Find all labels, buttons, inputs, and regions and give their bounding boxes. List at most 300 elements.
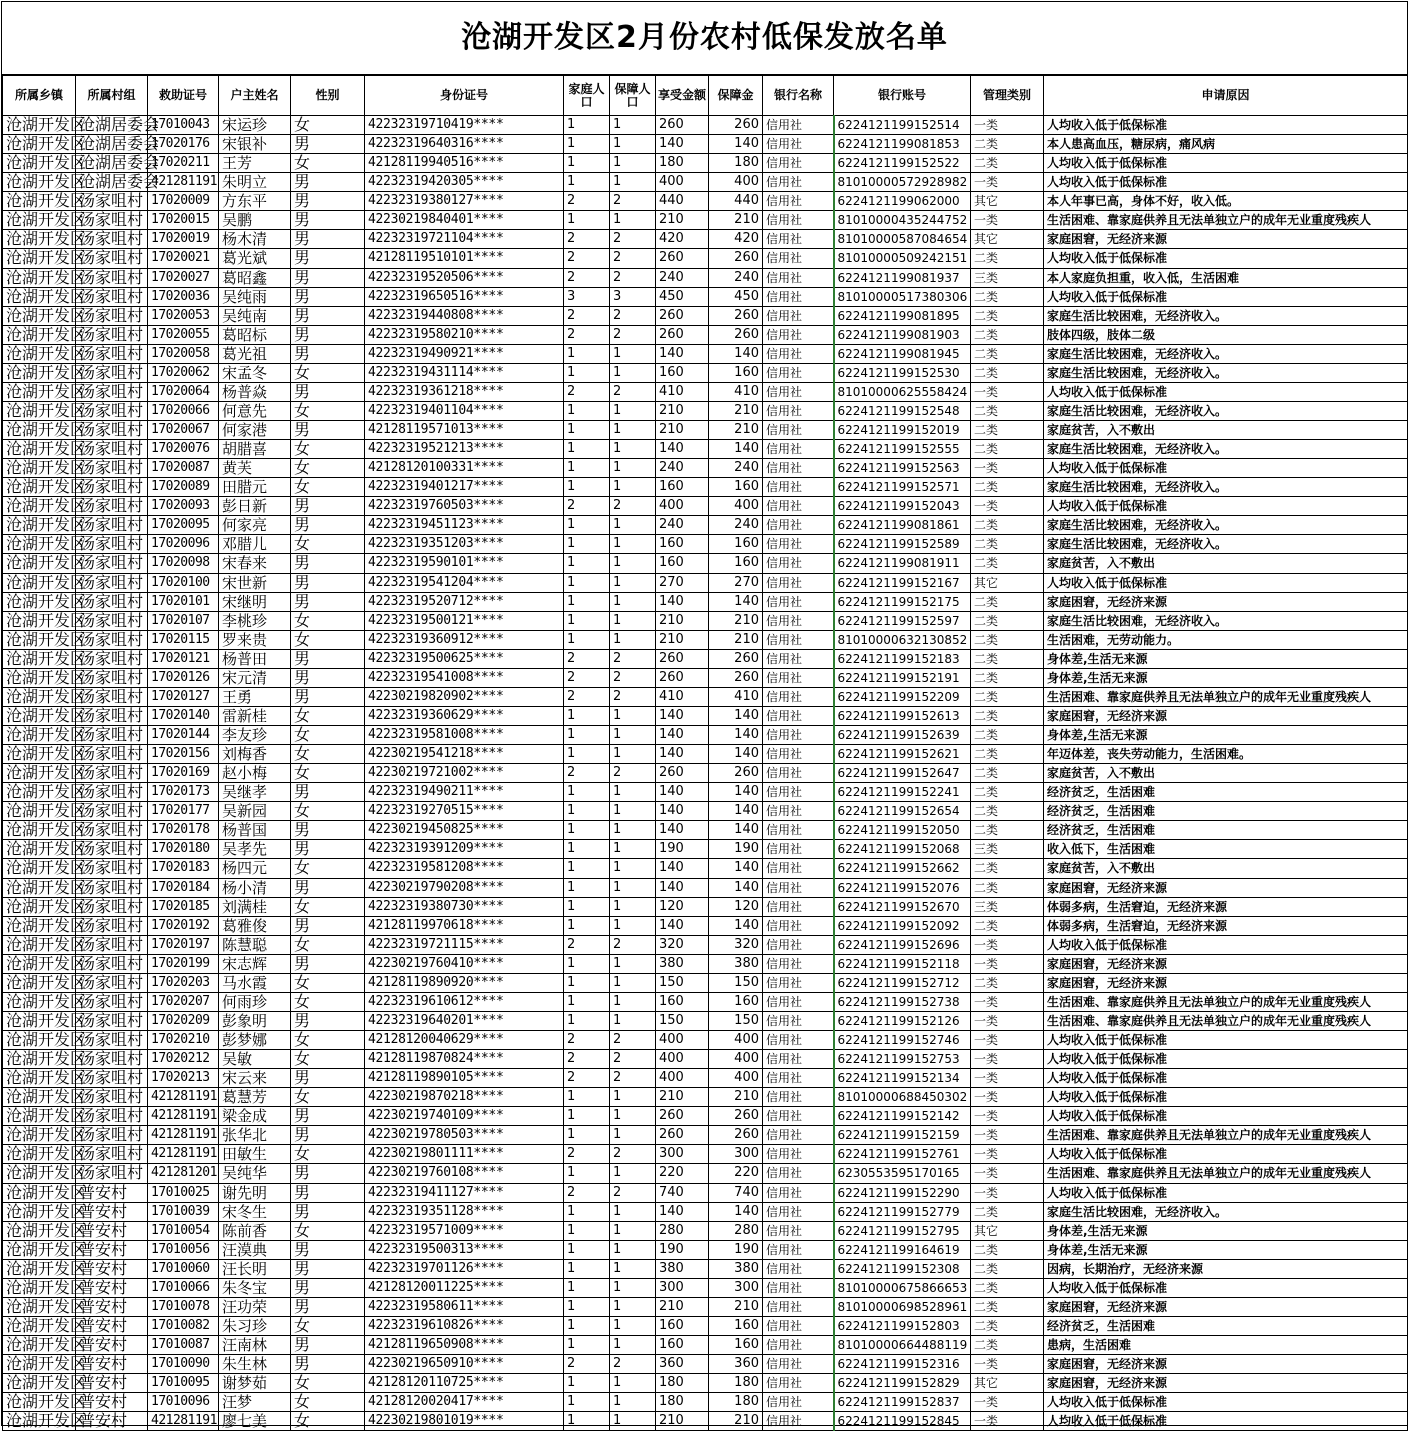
guarantee-cell[interactable]: 360 <box>709 1355 763 1374</box>
account-cell[interactable]: 6224121199152746 <box>834 1031 971 1050</box>
cert-no-cell[interactable]: 17020176 <box>148 135 219 154</box>
category-cell[interactable]: 二类 <box>971 1336 1044 1355</box>
bank-cell[interactable]: 信用社 <box>763 1050 834 1069</box>
reason-cell[interactable]: 身体差,生活无来源 <box>1044 668 1408 687</box>
gender-cell[interactable]: 女 <box>291 459 365 478</box>
supported-size-cell[interactable]: 1 <box>610 554 656 573</box>
cert-no-cell[interactable]: 421281201 <box>148 1164 219 1183</box>
amount-cell[interactable]: 380 <box>656 954 709 973</box>
account-cell[interactable]: 81010000587084654 <box>834 230 971 249</box>
householder-cell[interactable]: 吴孝先 <box>219 840 291 859</box>
town-cell[interactable]: 沧湖开发区 <box>3 1069 76 1088</box>
category-cell[interactable]: 一类 <box>971 1088 1044 1107</box>
account-cell[interactable]: 81010000517380306 <box>834 287 971 306</box>
guarantee-cell[interactable]: 140 <box>709 135 763 154</box>
reason-cell[interactable]: 生活困难、靠家庭供养且无法单独立户的成年无业重度残疾人 <box>1044 1011 1408 1030</box>
category-cell[interactable]: 三类 <box>971 840 1044 859</box>
supported-size-cell[interactable]: 1 <box>610 211 656 230</box>
reason-cell[interactable]: 人均收入低于低保标准 <box>1044 1278 1408 1297</box>
reason-cell[interactable]: 家庭贫苦，入不敷出 <box>1044 421 1408 440</box>
gender-cell[interactable]: 男 <box>291 211 365 230</box>
amount-cell[interactable]: 240 <box>656 459 709 478</box>
amount-cell[interactable]: 160 <box>656 478 709 497</box>
id-number-cell[interactable]: 42232319541204**** <box>365 573 564 592</box>
id-number-cell[interactable]: 42232319760503**** <box>365 497 564 516</box>
bank-cell[interactable]: 信用社 <box>763 592 834 611</box>
category-cell[interactable]: 二类 <box>971 249 1044 268</box>
id-number-cell[interactable]: 42232319721115**** <box>365 935 564 954</box>
supported-size-cell[interactable]: 1 <box>610 1011 656 1030</box>
supported-size-cell[interactable]: 1 <box>610 916 656 935</box>
id-number-cell[interactable]: 42128119870824**** <box>365 1050 564 1069</box>
supported-size-cell[interactable]: 1 <box>610 154 656 173</box>
village-cell[interactable]: 汤家咀村 <box>76 745 148 764</box>
household-size-cell[interactable]: 1 <box>564 1278 610 1297</box>
gender-cell[interactable]: 男 <box>291 306 365 325</box>
gender-cell[interactable]: 女 <box>291 440 365 459</box>
householder-cell[interactable]: 汪漠典 <box>219 1240 291 1259</box>
supported-size-cell[interactable]: 1 <box>610 1088 656 1107</box>
gender-cell[interactable]: 女 <box>291 1374 365 1393</box>
village-cell[interactable]: 汤家咀村 <box>76 687 148 706</box>
town-cell[interactable]: 沧湖开发区 <box>3 821 76 840</box>
supported-size-cell[interactable]: 2 <box>610 1145 656 1164</box>
gender-cell[interactable]: 男 <box>291 497 365 516</box>
gender-cell[interactable]: 女 <box>291 1393 365 1412</box>
supported-size-cell[interactable]: 1 <box>610 535 656 554</box>
bank-cell[interactable]: 信用社 <box>763 535 834 554</box>
village-cell[interactable]: 汤家咀村 <box>76 878 148 897</box>
supported-size-cell[interactable]: 2 <box>610 306 656 325</box>
amount-cell[interactable]: 160 <box>656 535 709 554</box>
amount-cell[interactable]: 410 <box>656 687 709 706</box>
reason-cell[interactable]: 生活困难、靠家庭供养且无法单独立户的成年无业重度残疾人 <box>1044 1164 1408 1183</box>
reason-cell[interactable]: 人均收入低于低保标准 <box>1044 173 1408 192</box>
amount-cell[interactable]: 260 <box>656 249 709 268</box>
category-cell[interactable]: 二类 <box>971 878 1044 897</box>
bank-cell[interactable]: 信用社 <box>763 1374 834 1393</box>
gender-cell[interactable]: 女 <box>291 478 365 497</box>
account-cell[interactable]: 6224121199152597 <box>834 611 971 630</box>
reason-cell[interactable]: 人均收入低于低保标准 <box>1044 459 1408 478</box>
household-size-cell[interactable]: 1 <box>564 878 610 897</box>
town-cell[interactable]: 沧湖开发区 <box>3 554 76 573</box>
account-cell[interactable]: 6224121199081911 <box>834 554 971 573</box>
householder-cell[interactable]: 汪长明 <box>219 1259 291 1278</box>
cert-no-cell[interactable]: 421281191 <box>148 1107 219 1126</box>
guarantee-cell[interactable]: 400 <box>709 497 763 516</box>
bank-cell[interactable]: 信用社 <box>763 192 834 211</box>
account-cell[interactable]: 6224121199152829 <box>834 1374 971 1393</box>
cert-no-cell[interactable]: 17020096 <box>148 535 219 554</box>
reason-cell[interactable]: 家庭生活比较困难，无经济收入。 <box>1044 306 1408 325</box>
category-cell[interactable]: 二类 <box>971 859 1044 878</box>
account-cell[interactable]: 6224121199152316 <box>834 1355 971 1374</box>
town-cell[interactable]: 沧湖开发区 <box>3 783 76 802</box>
bank-cell[interactable]: 信用社 <box>763 459 834 478</box>
id-number-cell[interactable]: 42232319610826**** <box>365 1316 564 1335</box>
account-cell[interactable]: 6224121199152639 <box>834 726 971 745</box>
town-cell[interactable]: 沧湖开发区 <box>3 1297 76 1316</box>
bank-cell[interactable]: 信用社 <box>763 668 834 687</box>
reason-cell[interactable]: 家庭困窘，无经济来源 <box>1044 1355 1408 1374</box>
bank-cell[interactable]: 信用社 <box>763 554 834 573</box>
householder-cell[interactable]: 吴纯华 <box>219 1164 291 1183</box>
gender-cell[interactable]: 女 <box>291 1031 365 1050</box>
category-cell[interactable]: 一类 <box>971 1145 1044 1164</box>
category-cell[interactable]: 一类 <box>971 1126 1044 1145</box>
householder-cell[interactable]: 陈前香 <box>219 1221 291 1240</box>
household-size-cell[interactable]: 1 <box>564 706 610 725</box>
village-cell[interactable]: 汤家咀村 <box>76 668 148 687</box>
cert-no-cell[interactable]: 17020027 <box>148 268 219 287</box>
cert-no-cell[interactable]: 17020169 <box>148 764 219 783</box>
gender-cell[interactable]: 男 <box>291 1278 365 1297</box>
id-number-cell[interactable]: 42232319391209**** <box>365 840 564 859</box>
cert-no-cell[interactable]: 17020144 <box>148 726 219 745</box>
id-number-cell[interactable]: 42230219820902**** <box>365 687 564 706</box>
id-number-cell[interactable]: 42232319640316**** <box>365 135 564 154</box>
amount-cell[interactable]: 140 <box>656 745 709 764</box>
householder-cell[interactable]: 宋继明 <box>219 592 291 611</box>
householder-cell[interactable]: 葛光斌 <box>219 249 291 268</box>
household-size-cell[interactable]: 2 <box>564 1069 610 1088</box>
household-size-cell[interactable]: 1 <box>564 135 610 154</box>
bank-cell[interactable]: 信用社 <box>763 116 834 135</box>
supported-size-cell[interactable]: 1 <box>610 992 656 1011</box>
householder-cell[interactable]: 何雨珍 <box>219 992 291 1011</box>
account-cell[interactable]: 6224121199152043 <box>834 497 971 516</box>
cert-no-cell[interactable]: 17010054 <box>148 1221 219 1240</box>
householder-cell[interactable]: 葛慧芳 <box>219 1088 291 1107</box>
bank-cell[interactable]: 信用社 <box>763 287 834 306</box>
reason-cell[interactable]: 经济贫乏，生活困难 <box>1044 821 1408 840</box>
category-cell[interactable]: 二类 <box>971 1240 1044 1259</box>
account-cell[interactable]: 6224121199152712 <box>834 973 971 992</box>
cert-no-cell[interactable]: 17020199 <box>148 954 219 973</box>
supported-size-cell[interactable]: 1 <box>610 783 656 802</box>
household-size-cell[interactable]: 1 <box>564 859 610 878</box>
account-cell[interactable]: 81010000625558424 <box>834 382 971 401</box>
amount-cell[interactable]: 360 <box>656 1355 709 1374</box>
amount-cell[interactable]: 160 <box>656 554 709 573</box>
householder-cell[interactable]: 彭日新 <box>219 497 291 516</box>
gender-cell[interactable]: 女 <box>291 726 365 745</box>
town-cell[interactable]: 沧湖开发区 <box>3 1126 76 1145</box>
cert-no-cell[interactable]: 17020015 <box>148 211 219 230</box>
account-cell[interactable]: 6224121199152530 <box>834 363 971 382</box>
cert-no-cell[interactable]: 17020019 <box>148 230 219 249</box>
amount-cell[interactable]: 190 <box>656 1240 709 1259</box>
id-number-cell[interactable]: 42232319500121**** <box>365 611 564 630</box>
account-cell[interactable]: 6224121199152241 <box>834 783 971 802</box>
town-cell[interactable]: 沧湖开发区 <box>3 1050 76 1069</box>
village-cell[interactable]: 汤家咀村 <box>76 1069 148 1088</box>
supported-size-cell[interactable]: 1 <box>610 1336 656 1355</box>
householder-cell[interactable]: 朱明立 <box>219 173 291 192</box>
householder-cell[interactable]: 何家亮 <box>219 516 291 535</box>
household-size-cell[interactable]: 1 <box>564 1164 610 1183</box>
town-cell[interactable]: 沧湖开发区 <box>3 954 76 973</box>
village-cell[interactable]: 普安村 <box>76 1278 148 1297</box>
account-cell[interactable]: 6224121199152183 <box>834 649 971 668</box>
village-cell[interactable]: 汤家咀村 <box>76 344 148 363</box>
gender-cell[interactable]: 男 <box>291 1164 365 1183</box>
amount-cell[interactable]: 240 <box>656 268 709 287</box>
amount-cell[interactable]: 300 <box>656 1278 709 1297</box>
amount-cell[interactable]: 260 <box>656 1107 709 1126</box>
amount-cell[interactable]: 320 <box>656 935 709 954</box>
id-number-cell[interactable]: 42230219760410**** <box>365 954 564 973</box>
guarantee-cell[interactable]: 160 <box>709 1336 763 1355</box>
guarantee-cell[interactable]: 140 <box>709 344 763 363</box>
gender-cell[interactable]: 女 <box>291 802 365 821</box>
village-cell[interactable]: 普安村 <box>76 1183 148 1202</box>
guarantee-cell[interactable]: 140 <box>709 821 763 840</box>
town-cell[interactable]: 沧湖开发区 <box>3 287 76 306</box>
bank-cell[interactable]: 信用社 <box>763 1297 834 1316</box>
reason-cell[interactable]: 人均收入低于低保标准 <box>1044 1183 1408 1202</box>
gender-cell[interactable]: 男 <box>291 249 365 268</box>
amount-cell[interactable]: 440 <box>656 192 709 211</box>
guarantee-cell[interactable]: 140 <box>709 878 763 897</box>
cert-no-cell[interactable]: 17020197 <box>148 935 219 954</box>
bank-cell[interactable]: 信用社 <box>763 726 834 745</box>
guarantee-cell[interactable]: 320 <box>709 935 763 954</box>
householder-cell[interactable]: 汪功荣 <box>219 1297 291 1316</box>
category-cell[interactable]: 二类 <box>971 401 1044 420</box>
village-cell[interactable]: 汤家咀村 <box>76 897 148 916</box>
cert-no-cell[interactable]: 17010095 <box>148 1374 219 1393</box>
bank-cell[interactable]: 信用社 <box>763 382 834 401</box>
town-cell[interactable]: 沧湖开发区 <box>3 478 76 497</box>
town-cell[interactable]: 沧湖开发区 <box>3 630 76 649</box>
amount-cell[interactable]: 160 <box>656 992 709 1011</box>
amount-cell[interactable]: 210 <box>656 1297 709 1316</box>
account-cell[interactable]: 6224121199152753 <box>834 1050 971 1069</box>
householder-cell[interactable]: 吴纯南 <box>219 306 291 325</box>
id-number-cell[interactable]: 42128119650908**** <box>365 1336 564 1355</box>
household-size-cell[interactable]: 1 <box>564 1221 610 1240</box>
household-size-cell[interactable]: 1 <box>564 211 610 230</box>
amount-cell[interactable]: 740 <box>656 1183 709 1202</box>
gender-cell[interactable]: 男 <box>291 878 365 897</box>
amount-cell[interactable]: 210 <box>656 211 709 230</box>
id-number-cell[interactable]: 42232319411127**** <box>365 1183 564 1202</box>
reason-cell[interactable]: 身体差,生活无来源 <box>1044 1240 1408 1259</box>
town-cell[interactable]: 沧湖开发区 <box>3 440 76 459</box>
gender-cell[interactable]: 男 <box>291 1259 365 1278</box>
householder-cell[interactable]: 张华北 <box>219 1126 291 1145</box>
town-cell[interactable]: 沧湖开发区 <box>3 192 76 211</box>
household-size-cell[interactable]: 1 <box>564 401 610 420</box>
supported-size-cell[interactable]: 1 <box>610 1374 656 1393</box>
cert-no-cell[interactable]: 421281191 <box>148 1126 219 1145</box>
bank-cell[interactable]: 信用社 <box>763 440 834 459</box>
bank-cell[interactable]: 信用社 <box>763 325 834 344</box>
village-cell[interactable]: 普安村 <box>76 1374 148 1393</box>
gender-cell[interactable]: 男 <box>291 382 365 401</box>
account-cell[interactable]: 6224121199152092 <box>834 916 971 935</box>
reason-cell[interactable]: 年迈体差，丧失劳动能力，生活困难。 <box>1044 745 1408 764</box>
supported-size-cell[interactable]: 1 <box>610 1240 656 1259</box>
bank-cell[interactable]: 信用社 <box>763 840 834 859</box>
account-cell[interactable]: 6224121199081937 <box>834 268 971 287</box>
account-cell[interactable]: 6224121199152118 <box>834 954 971 973</box>
householder-cell[interactable]: 田敏生 <box>219 1145 291 1164</box>
guarantee-cell[interactable]: 400 <box>709 1031 763 1050</box>
supported-size-cell[interactable]: 1 <box>610 745 656 764</box>
reason-cell[interactable]: 本人年事已高，身体不好，收入低。 <box>1044 192 1408 211</box>
village-cell[interactable]: 沧湖居委会 <box>76 173 148 192</box>
reason-cell[interactable]: 生活困难、靠家庭供养且无法单独立户的成年无业重度残疾人 <box>1044 1126 1408 1145</box>
bank-cell[interactable]: 信用社 <box>763 1336 834 1355</box>
household-size-cell[interactable]: 1 <box>564 840 610 859</box>
town-cell[interactable]: 沧湖开发区 <box>3 459 76 478</box>
amount-cell[interactable]: 150 <box>656 1011 709 1030</box>
amount-cell[interactable]: 140 <box>656 878 709 897</box>
guarantee-cell[interactable]: 410 <box>709 687 763 706</box>
category-cell[interactable]: 二类 <box>971 1297 1044 1316</box>
village-cell[interactable]: 汤家咀村 <box>76 1088 148 1107</box>
id-number-cell[interactable]: 42232319361218**** <box>365 382 564 401</box>
cert-no-cell[interactable]: 17020180 <box>148 840 219 859</box>
gender-cell[interactable]: 男 <box>291 1202 365 1221</box>
household-size-cell[interactable]: 1 <box>564 573 610 592</box>
village-cell[interactable]: 汤家咀村 <box>76 363 148 382</box>
gender-cell[interactable]: 女 <box>291 764 365 783</box>
category-cell[interactable]: 二类 <box>971 421 1044 440</box>
cert-no-cell[interactable]: 17020211 <box>148 154 219 173</box>
town-cell[interactable]: 沧湖开发区 <box>3 668 76 687</box>
reason-cell[interactable]: 家庭贫苦，入不敷出 <box>1044 859 1408 878</box>
village-cell[interactable]: 汤家咀村 <box>76 764 148 783</box>
category-cell[interactable]: 二类 <box>971 649 1044 668</box>
gender-cell[interactable]: 女 <box>291 1221 365 1240</box>
town-cell[interactable]: 沧湖开发区 <box>3 764 76 783</box>
gender-cell[interactable]: 男 <box>291 821 365 840</box>
village-cell[interactable]: 汤家咀村 <box>76 268 148 287</box>
account-cell[interactable]: 81010000688450302 <box>834 1088 971 1107</box>
account-cell[interactable]: 81010000435244752 <box>834 211 971 230</box>
town-cell[interactable]: 沧湖开发区 <box>3 687 76 706</box>
householder-cell[interactable]: 李友珍 <box>219 726 291 745</box>
id-number-cell[interactable]: 42232319610612**** <box>365 992 564 1011</box>
householder-cell[interactable]: 王勇 <box>219 687 291 706</box>
id-number-cell[interactable]: 42230219801019**** <box>365 1412 564 1431</box>
id-number-cell[interactable]: 42232319440808**** <box>365 306 564 325</box>
householder-cell[interactable]: 方东平 <box>219 192 291 211</box>
guarantee-cell[interactable]: 140 <box>709 726 763 745</box>
householder-cell[interactable]: 葛光祖 <box>219 344 291 363</box>
gender-cell[interactable]: 男 <box>291 1183 365 1202</box>
supported-size-cell[interactable]: 1 <box>610 363 656 382</box>
reason-cell[interactable]: 人均收入低于低保标准 <box>1044 1031 1408 1050</box>
bank-cell[interactable]: 信用社 <box>763 1259 834 1278</box>
supported-size-cell[interactable]: 1 <box>610 1393 656 1412</box>
id-number-cell[interactable]: 42232319721104**** <box>365 230 564 249</box>
category-cell[interactable]: 一类 <box>971 497 1044 516</box>
householder-cell[interactable]: 邓腊儿 <box>219 535 291 554</box>
id-number-cell[interactable]: 42230219840401**** <box>365 211 564 230</box>
category-cell[interactable]: 一类 <box>971 211 1044 230</box>
guarantee-cell[interactable]: 380 <box>709 1259 763 1278</box>
id-number-cell[interactable]: 42230219801111**** <box>365 1145 564 1164</box>
category-cell[interactable]: 其它 <box>971 1221 1044 1240</box>
amount-cell[interactable]: 180 <box>656 154 709 173</box>
account-cell[interactable]: 6224121199152514 <box>834 116 971 135</box>
reason-cell[interactable]: 人均收入低于低保标准 <box>1044 1069 1408 1088</box>
household-size-cell[interactable]: 1 <box>564 783 610 802</box>
guarantee-cell[interactable]: 160 <box>709 554 763 573</box>
id-number-cell[interactable]: 42232319351203**** <box>365 535 564 554</box>
account-cell[interactable]: 6224121199152795 <box>834 1221 971 1240</box>
bank-cell[interactable]: 信用社 <box>763 1069 834 1088</box>
account-cell[interactable]: 81010000675866653 <box>834 1278 971 1297</box>
household-size-cell[interactable]: 2 <box>564 687 610 706</box>
bank-cell[interactable]: 信用社 <box>763 859 834 878</box>
household-size-cell[interactable]: 1 <box>564 611 610 630</box>
gender-cell[interactable]: 男 <box>291 687 365 706</box>
id-number-cell[interactable]: 42232319590101**** <box>365 554 564 573</box>
category-cell[interactable]: 二类 <box>971 668 1044 687</box>
reason-cell[interactable]: 家庭生活比较困难，无经济收入。 <box>1044 363 1408 382</box>
category-cell[interactable]: 二类 <box>971 611 1044 630</box>
cert-no-cell[interactable]: 17010056 <box>148 1240 219 1259</box>
guarantee-cell[interactable]: 380 <box>709 954 763 973</box>
gender-cell[interactable]: 男 <box>291 840 365 859</box>
village-cell[interactable]: 汤家咀村 <box>76 649 148 668</box>
category-cell[interactable]: 二类 <box>971 478 1044 497</box>
amount-cell[interactable]: 400 <box>656 173 709 192</box>
guarantee-cell[interactable]: 240 <box>709 268 763 287</box>
id-number-cell[interactable]: 42232319431114**** <box>365 363 564 382</box>
amount-cell[interactable]: 400 <box>656 1031 709 1050</box>
household-size-cell[interactable]: 1 <box>564 516 610 535</box>
guarantee-cell[interactable]: 140 <box>709 440 763 459</box>
cert-no-cell[interactable]: 17020064 <box>148 382 219 401</box>
household-size-cell[interactable]: 2 <box>564 668 610 687</box>
category-cell[interactable]: 一类 <box>971 1031 1044 1050</box>
reason-cell[interactable]: 人均收入低于低保标准 <box>1044 1393 1408 1412</box>
bank-cell[interactable]: 信用社 <box>763 1278 834 1297</box>
supported-size-cell[interactable]: 1 <box>610 840 656 859</box>
bank-cell[interactable]: 信用社 <box>763 1145 834 1164</box>
village-cell[interactable]: 普安村 <box>76 1221 148 1240</box>
town-cell[interactable]: 沧湖开发区 <box>3 1393 76 1412</box>
town-cell[interactable]: 沧湖开发区 <box>3 1011 76 1030</box>
amount-cell[interactable]: 190 <box>656 840 709 859</box>
supported-size-cell[interactable]: 2 <box>610 687 656 706</box>
id-number-cell[interactable]: 42232319710419**** <box>365 116 564 135</box>
household-size-cell[interactable]: 1 <box>564 421 610 440</box>
town-cell[interactable]: 沧湖开发区 <box>3 1221 76 1240</box>
category-cell[interactable]: 一类 <box>971 459 1044 478</box>
category-cell[interactable]: 二类 <box>971 154 1044 173</box>
householder-cell[interactable]: 罗来贵 <box>219 630 291 649</box>
cert-no-cell[interactable]: 17020213 <box>148 1069 219 1088</box>
supported-size-cell[interactable]: 2 <box>610 325 656 344</box>
supported-size-cell[interactable]: 1 <box>610 573 656 592</box>
supported-size-cell[interactable]: 1 <box>610 440 656 459</box>
gender-cell[interactable]: 男 <box>291 668 365 687</box>
cert-no-cell[interactable]: 421281191 <box>148 173 219 192</box>
guarantee-cell[interactable]: 260 <box>709 649 763 668</box>
reason-cell[interactable]: 经济贫乏，生活困难 <box>1044 783 1408 802</box>
reason-cell[interactable]: 身体差,生活无来源 <box>1044 726 1408 745</box>
account-cell[interactable]: 6224121199164619 <box>834 1240 971 1259</box>
id-number-cell[interactable]: 42232319500313**** <box>365 1240 564 1259</box>
